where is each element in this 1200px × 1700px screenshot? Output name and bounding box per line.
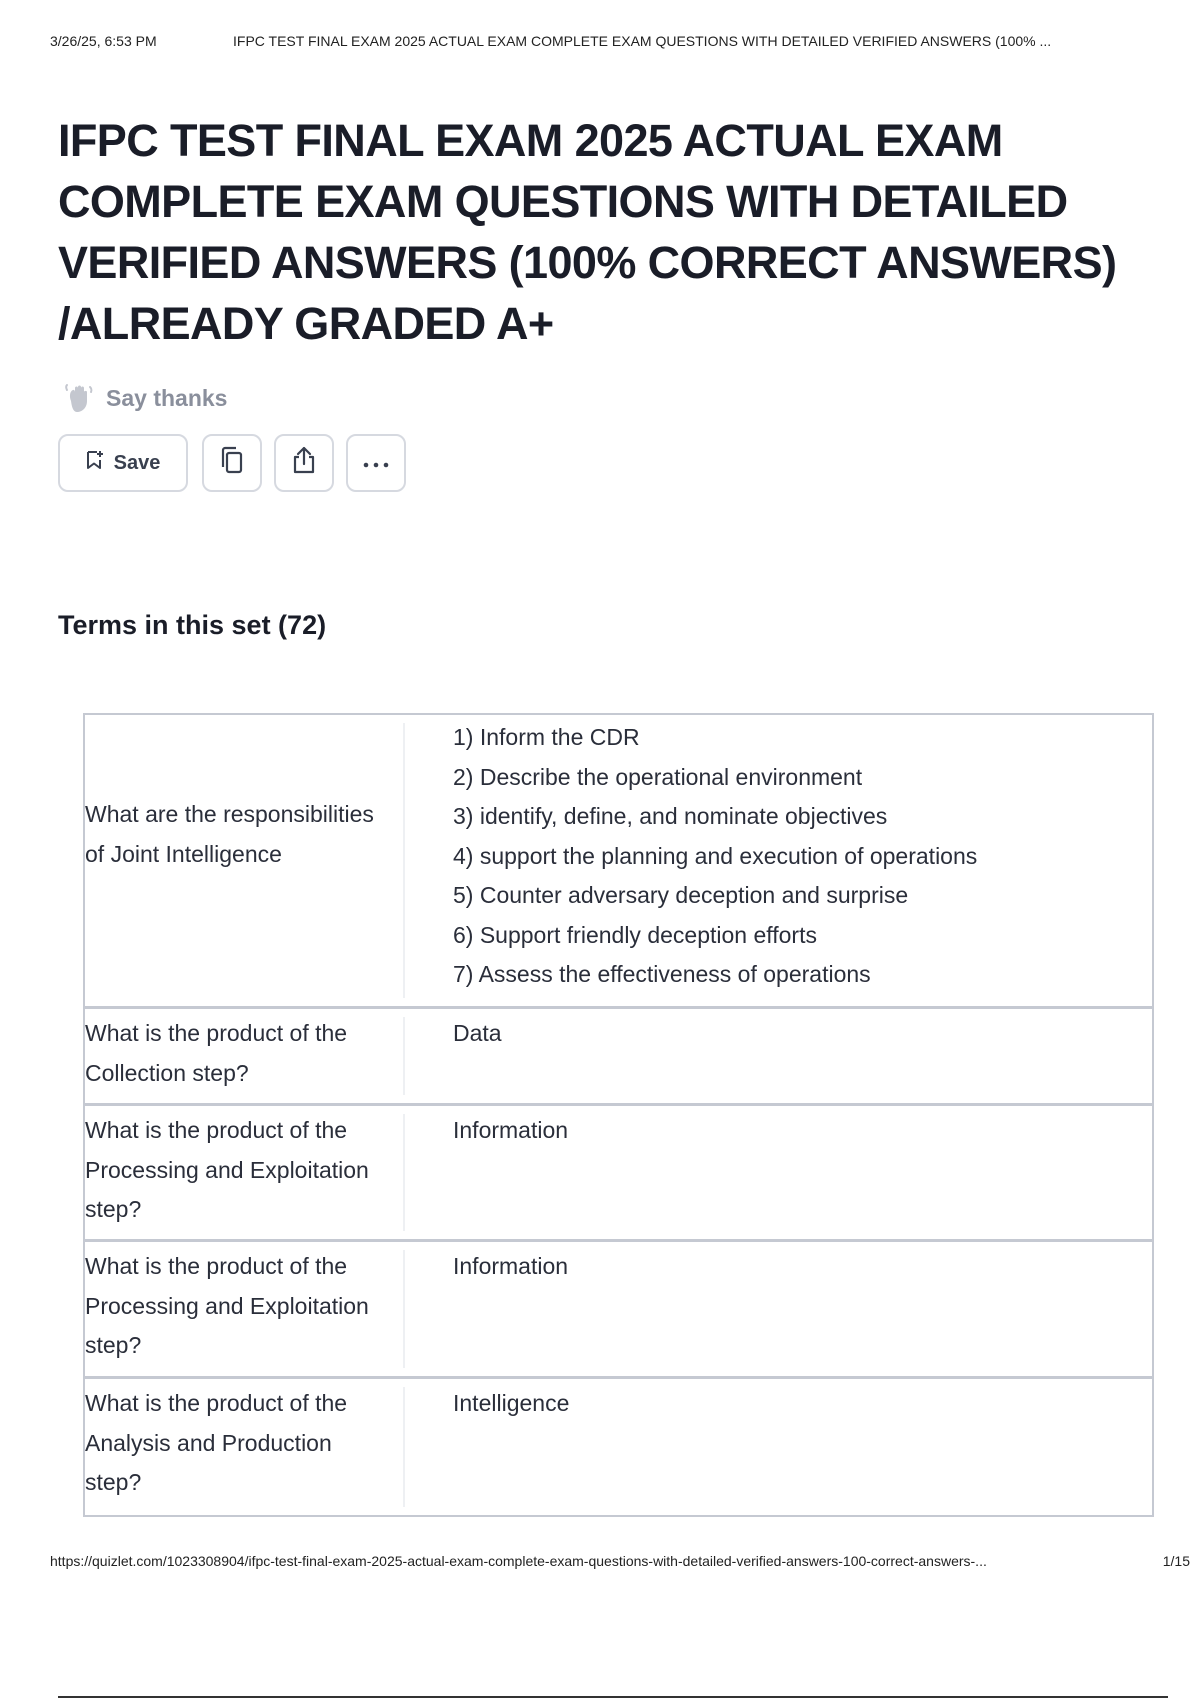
- answer-line: 6) Support friendly deception efforts: [453, 921, 817, 948]
- term-divider: [403, 723, 405, 998]
- share-icon: [290, 445, 318, 481]
- more-icon: [362, 452, 390, 475]
- answer-line: 4) support the planning and execution of operations: [453, 842, 978, 869]
- page-number: 1/15: [1162, 1553, 1190, 1569]
- term-row: [85, 1106, 1152, 1242]
- save-label: Save: [113, 451, 161, 474]
- term-question: What is the product of the Processing and Exploitation step?: [85, 1253, 369, 1358]
- term-row: [85, 1379, 1152, 1515]
- answer-line: 5) Counter adversary deception and surprise: [453, 882, 909, 908]
- term-question: What is the product of the Collection step?: [85, 1020, 348, 1086]
- page-title: IFPC TEST FINAL EXAM 2025 ACTUAL EXAM COMPLETE EXAM QUESTIONS WITH DETAILED VERIFIED ANSWERS (100% CORRECT ANSWERS) /ALREADY GRADED A+: [58, 115, 1117, 349]
- term-answer: Information: [453, 1117, 569, 1143]
- term-row: [85, 1009, 1152, 1106]
- print-footer: [50, 1553, 1190, 1573]
- copy-button[interactable]: [202, 434, 262, 492]
- term-divider: [403, 1250, 405, 1368]
- term-divider: [403, 1387, 405, 1507]
- answer-line: 3) identify, define, and nominate objectives: [453, 803, 888, 829]
- term-answer: Data: [453, 1020, 502, 1046]
- print-document-title: IFPC TEST FINAL EXAM 2025 ACTUAL EXAM COMPLETE EXAM QUESTIONS WITH DETAILED VERIFIED ANSWERS (100% ...: [233, 33, 1052, 49]
- waving-hand-icon: [62, 381, 96, 415]
- answer-line: 2) Describe the operational environment: [453, 763, 863, 790]
- term-question: What are the responsibilities of Joint Intelligence: [85, 801, 374, 867]
- say-thanks-button[interactable]: [62, 380, 227, 416]
- term-answer: Intelligence: [453, 1390, 570, 1416]
- term-answer: Information: [453, 1253, 569, 1279]
- term-question: What is the product of the Processing and Exploitation step?: [85, 1117, 369, 1222]
- term-row: [85, 1242, 1152, 1379]
- share-button[interactable]: [274, 434, 334, 492]
- term-divider: [403, 1114, 405, 1231]
- term-row: [85, 715, 1152, 1009]
- copy-icon: [219, 445, 245, 481]
- terms-heading: Terms in this set (72): [58, 610, 327, 640]
- answer-line: 7) Assess the effectiveness of operations: [453, 961, 871, 987]
- say-thanks-label: Say thanks: [106, 384, 228, 411]
- print-header: [50, 33, 1180, 53]
- page-divider: [58, 1696, 1168, 1698]
- more-options-button[interactable]: [346, 434, 406, 492]
- terms-table: [83, 713, 1154, 1517]
- term-answer: [453, 718, 1133, 995]
- answer-line: 1) Inform the CDR: [453, 724, 640, 750]
- term-divider: [403, 1017, 405, 1095]
- term-question: What is the product of the Analysis and Production step?: [85, 1390, 348, 1495]
- print-date: 3/26/25, 6:53 PM: [50, 33, 157, 49]
- save-button[interactable]: [58, 434, 188, 492]
- bookmark-icon: [86, 450, 104, 476]
- page-url: https://quizlet.com/1023308904/ifpc-test-final-exam-2025-actual-exam-complete-exam-questions-with-detailed-verified-answers-100-correct-answers-...: [50, 1553, 987, 1569]
